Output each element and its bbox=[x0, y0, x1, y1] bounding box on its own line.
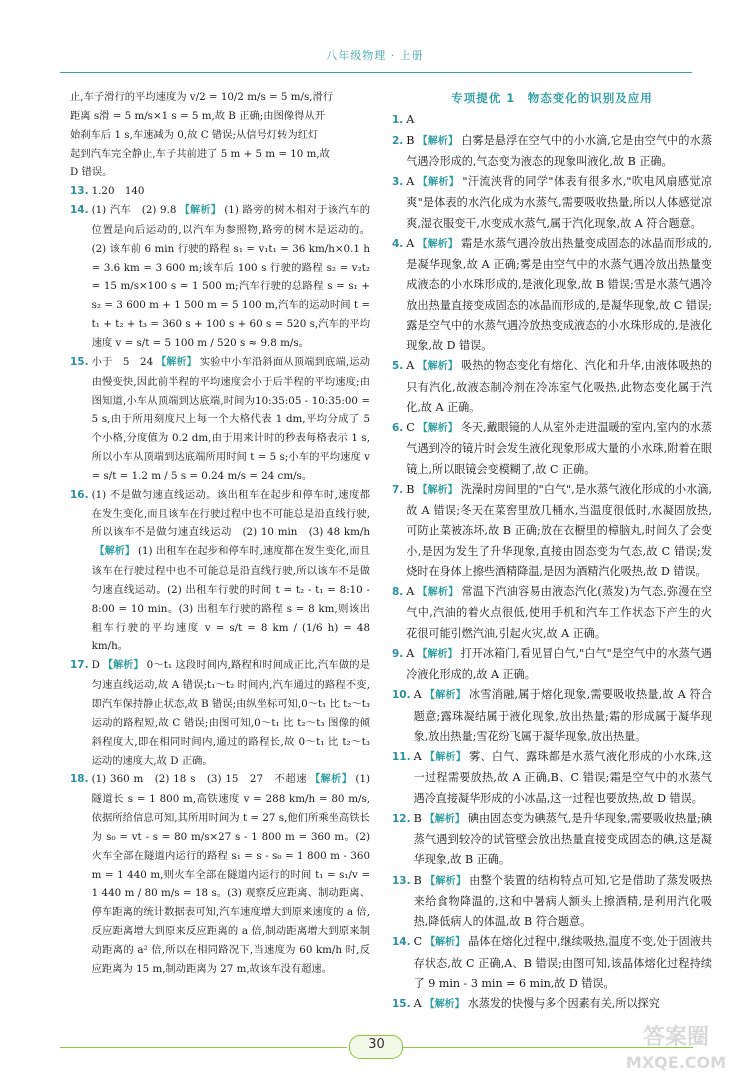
analysis-text: 碘由固态变为碘蒸气,是升华现象,需要吸收热量;碘蒸气遇到较冷的试管壁会放出热量直接变成固态的碘,这是凝华现象,故 B 正确。 bbox=[413, 811, 713, 867]
analysis-text: 洗澡时房间里的"白气",是水蒸气液化形成的小水滴,故 A 错误;冬天在菜窖里放几桶水,当温度很低时,水凝固放热,可防止菜被冻坏,故 B 正确;放在衣橱里的樟脑丸,时间久了会变小,是因为发生了升华现象,直接由固态变为气态,故 C 错误;发烧时在身体上擦些酒精降温,是因为酒精汽化吸热,故 D 错误。 bbox=[406, 482, 712, 578]
item-body bbox=[406, 356, 712, 418]
item-number: 3. bbox=[392, 176, 404, 188]
answer-item bbox=[70, 656, 370, 770]
item-answer: B bbox=[413, 811, 422, 825]
item-body bbox=[92, 486, 370, 657]
item-number: 12. bbox=[392, 812, 411, 825]
continued-line: 止,车子滑行的平均速度为 v/2 = 10/2 m/s = 5 m/s,滑行 bbox=[70, 91, 334, 103]
answer-item bbox=[392, 994, 712, 1015]
continued-text bbox=[70, 88, 370, 182]
analysis-tag: 【解析】 bbox=[102, 660, 144, 672]
analysis-tag: 【解析】 bbox=[417, 587, 459, 598]
item-number: 14. bbox=[70, 204, 89, 217]
answer-item bbox=[70, 201, 370, 353]
analysis-text: "汗流浃背的同学"体表有很多水,"吹电风扇感觉凉爽"是体表的水汽化成为水蒸气,需要吸收热量,所以人体感觉凉爽,湿衣服变干,水变成水蒸气,属于汽化现象,故 A 符合题意。 bbox=[406, 175, 712, 230]
answer-item bbox=[392, 747, 712, 809]
item-body bbox=[414, 932, 712, 994]
item-number: 9. bbox=[392, 647, 404, 660]
analysis-text: 霜是水蒸气遇冷放出热量变成固态的冰晶而形成的,是凝华现象,故 A 正确;雾是由空气中的水蒸气遇冷放出热量变成液态的小水珠形成的,是液化现象,故 B 错误;雪是水蒸气遇冷放出热量直接变成固态的冰晶而形成的,是凝华现象,故 C 错误;露是空气中的水蒸气遇冷放热变成液态的小水珠形成的,是液化现象,故 D 错误。 bbox=[406, 236, 713, 352]
analysis-tag: 【解析】 bbox=[417, 484, 458, 496]
item-answer: B bbox=[413, 873, 422, 887]
analysis-text: 冬天,戴眼镜的人从室外走进温暖的室内,室内的水蒸气遇到冷的镜片时会发生液化现象形成大量的小水珠,附着在眼镜上,所以眼镜会变模糊了,故 C 正确。 bbox=[406, 421, 712, 476]
answer-item bbox=[392, 582, 712, 644]
item-body bbox=[406, 172, 712, 234]
answer-item bbox=[392, 110, 712, 130]
analysis-text: 雾、白气、露珠都是水蒸气液化形成的小水珠,这一过程需要放热,故 A 正确,B、C 错误;霜是空气中的水蒸气遇冷直接凝华形成的小冰晶,这一过程也要放热,故 D 错误。 bbox=[413, 750, 712, 805]
item-body bbox=[414, 747, 712, 809]
answer-item bbox=[70, 770, 370, 978]
header-divider bbox=[60, 72, 692, 73]
answer-item bbox=[392, 932, 712, 994]
item-body bbox=[406, 480, 712, 582]
watermark-logo bbox=[620, 1018, 732, 1074]
footer-line-left bbox=[60, 1047, 347, 1048]
analysis-tag: 【解析】 bbox=[94, 546, 135, 558]
analysis-text: 0～t₁ 这段时间内,路程和时间成正比,汽车做的是匀速直线运动,故 A 错误;t₁～t₂ 时间内,汽车通过的路程不变,即汽车保持静止状态,故 B 错误;由纵坐标可知,0～t₁ 比 t₂～t₃ 运动的路程短,故 C 错误;由图可知,0～t₁ 比 t₂～t₃ 图像的倾斜程度大,即在相同时间内,通过的路程长,故 0～t₁ 比 t₂～t₃ 运动的速度大,故 D 正确。 bbox=[91, 659, 371, 767]
item-body bbox=[92, 182, 370, 201]
analysis-tag: 【解析】 bbox=[156, 356, 197, 368]
analysis-text: 晶体在熔化过程中,继续吸热,温度不变,处于固液共存状态,故 C 正确,A、B 错误;由图可知,该晶体熔化过程持续了 9 min - 3 min = 6 min,故 D 错误。 bbox=[413, 935, 712, 990]
item-body bbox=[414, 685, 712, 747]
item-body bbox=[92, 201, 370, 353]
analysis-text: 由整个装置的结构特点可知,它是借助了蒸发吸热来给食物降温的,这和中暑病人额头上擦酒精,是利用汽化吸热,降低病人的体温,故 B 符合题意。 bbox=[413, 873, 713, 928]
analysis-tag: 【解析】 bbox=[424, 690, 467, 702]
item-answer: D bbox=[91, 659, 100, 672]
item-answer: C bbox=[413, 935, 423, 949]
item-answer: A bbox=[406, 585, 415, 598]
item-answer: A bbox=[413, 997, 422, 1010]
item-answer: A bbox=[406, 175, 415, 188]
header-title: 八年级物理 · 上册 bbox=[326, 49, 424, 62]
item-number: 18. bbox=[70, 773, 89, 786]
item-number: 7. bbox=[392, 483, 404, 496]
analysis-tag: 【解析】 bbox=[417, 423, 458, 434]
answer-item bbox=[392, 871, 712, 933]
item-answer: A bbox=[406, 359, 415, 373]
item-answer: A bbox=[406, 646, 415, 660]
answer-list-right bbox=[392, 110, 712, 1015]
answer-item bbox=[392, 234, 712, 357]
item-body bbox=[406, 582, 712, 644]
right-column bbox=[392, 88, 712, 1015]
analysis-tag: 【解析】 bbox=[417, 648, 458, 660]
item-number: 6. bbox=[392, 422, 404, 434]
analysis-text: 白雾是悬浮在空气中的小水滴,它是由空气中的水蒸气遇冷形成的,气态变为液态的现象叫液化,故 B 正确。 bbox=[406, 133, 712, 168]
analysis-text: (1) 出租车在起步和停车时,速度都在发生变化,而且该车在行驶过程中也不可能总是沿直线行驶,所以该车不是做匀速直线运动。(2) 出租车行驶的时间 t = t₂ - t₁ = 8:10 - 8:00 = 10 min。(3) 出租车行驶的路程 s = 8 km,则该出租车行驶的平均速度 v = s/t = 8 km / (1/6 h) = 48 km/h。 bbox=[91, 545, 371, 653]
item-number: 15. bbox=[70, 355, 89, 368]
answer-item bbox=[70, 182, 370, 201]
analysis-text: (1) 隧道长 s = 1 800 m,高铁速度 v = 288 km/h = 80 m/s,依据所给信息可知,其所用时间为 t = 27 s,他们所乘坐高铁长为 s₀ = vt - s = 80 m/s×27 s - 1 800 m = 360 m。(2) 火车全部在隧道内运行的路程 s₁ = s - s₀ = 1 800 m - 360 m = 1 440 m,则火车全部在隧道内运行的时间 t₁ = s₁/v = 1 440 m / 80 m/s = 18 s。(3) 观察反应距离、制动距离、停车距离的统计数据表可知,汽车速度增大到原来速度的 a 倍,反应距离增大到原来反应距离的 a 倍,制动距离增大到原来制动距离的 a² 倍,所以在相同路况下,当速度为 60 km/h 时,反应距离为 15 m,制动距离为 27 m,故该车没有超速。 bbox=[91, 773, 371, 975]
analysis-tag: 【解析】 bbox=[417, 177, 460, 188]
analysis-tag: 【解析】 bbox=[179, 205, 222, 217]
analysis-tag: 【解析】 bbox=[425, 937, 466, 949]
analysis-tag: 【解析】 bbox=[417, 238, 459, 250]
analysis-text: 实验中小车沿斜面从顶端到底端,运动由慢变快,因此前半程的平均速度会小于后半程的平均速度;由图知道,小车从顶端到达底端,时间为10:35:05 - 10:35:00 = 5 s,由于所用刻度尺上每一个大格代表 1 dm,平均分成了 5 个小格,分度值为 0.2 dm,由于用来计时的秒表每格表示 1 s,所以小车从顶端到达底端所用时间 t = 5 s;小车的平均速度 v = s/t = 1.2 m / 5 s = 0.24 m/s = 24 cm/s。 bbox=[91, 355, 371, 482]
answer-item bbox=[392, 131, 712, 173]
item-answer: B bbox=[406, 133, 415, 147]
answer-list-left bbox=[70, 182, 370, 978]
section-title: 专项提优 1 物态变化的识别及应用 bbox=[451, 91, 653, 105]
answer-item bbox=[392, 418, 712, 480]
item-body bbox=[406, 418, 712, 480]
item-number: 16. bbox=[70, 488, 89, 501]
item-body bbox=[406, 131, 712, 173]
answer-item bbox=[392, 480, 712, 582]
item-answer: 小于 5 24 bbox=[91, 355, 154, 368]
analysis-tag: 【解析】 bbox=[424, 875, 467, 887]
item-number: 4. bbox=[392, 237, 404, 250]
item-answer: A bbox=[413, 750, 422, 763]
item-body bbox=[92, 770, 370, 978]
continued-line: D 错误。 bbox=[70, 166, 113, 179]
item-answer: 1.20 140 bbox=[91, 185, 145, 198]
answer-item bbox=[392, 809, 712, 871]
analysis-tag: 【解析】 bbox=[424, 752, 467, 763]
item-number: 11. bbox=[392, 751, 411, 763]
analysis-text: 冰雪消融,属于熔化现象,需要吸收热量,故 A 符合题意;露珠凝结属于液化现象,放出热量;霜的形成属于凝华现象,放出热量;雪花纷飞属于凝华现象,放出热量。 bbox=[413, 688, 712, 743]
analysis-tag: 【解析】 bbox=[417, 135, 459, 147]
watermark-line1: 答案圈 bbox=[642, 1025, 710, 1050]
continued-line: 距离 s滑 = 5 m/s×1 s = 5 m,故 B 正确;由图像得从开 bbox=[70, 109, 325, 122]
item-body bbox=[414, 809, 712, 871]
continued-line: 起到汽车完全静止,车子共前进了 5 m + 5 m = 10 m,故 bbox=[70, 147, 330, 160]
analysis-tag: 【解析】 bbox=[424, 813, 465, 825]
item-body bbox=[414, 871, 712, 933]
item-number: 17. bbox=[70, 659, 89, 672]
answer-item bbox=[392, 172, 712, 234]
item-body bbox=[406, 234, 712, 357]
item-body bbox=[406, 644, 712, 686]
answer-item bbox=[392, 644, 712, 686]
answer-item bbox=[70, 486, 370, 657]
item-body bbox=[92, 353, 370, 486]
item-number: 10. bbox=[392, 689, 411, 702]
continued-line: 始刹车后 1 s,车速减为 0,故 C 错误;从信号灯转为红灯 bbox=[70, 128, 319, 141]
page-header bbox=[0, 0, 750, 60]
item-number: 2. bbox=[392, 134, 404, 147]
item-body bbox=[414, 994, 712, 1015]
item-number: 14. bbox=[392, 936, 411, 949]
analysis-text: 水蒸发的快慢与多个因素有关,所以探究 bbox=[467, 997, 660, 1010]
item-body bbox=[92, 656, 370, 770]
answer-item bbox=[392, 356, 712, 418]
watermark-line2: MXQE.COM bbox=[625, 1053, 727, 1072]
analysis-tag: 【解析】 bbox=[310, 774, 353, 786]
analysis-tag: 【解析】 bbox=[417, 361, 459, 373]
item-answer: A bbox=[406, 236, 415, 250]
item-number: 5. bbox=[392, 360, 404, 373]
item-number: 15. bbox=[392, 998, 411, 1010]
item-answer: (1) 汽车 (2) 9.8 bbox=[91, 204, 177, 217]
analysis-text: 吸热的物态变化有熔化、汽化和升华,由液体吸热的只有汽化,故液态制冷剂在冷冻室气化吸热,此物态变化属于汽化,故 A 正确。 bbox=[406, 359, 713, 414]
page-number: 30 bbox=[368, 1037, 385, 1052]
item-number: 13. bbox=[392, 874, 411, 887]
item-answer: (1) 360 m (2) 18 s (3) 15 27 不超速 bbox=[91, 773, 308, 786]
item-answer: C bbox=[406, 421, 415, 434]
analysis-tag: 【解析】 bbox=[424, 999, 465, 1010]
item-answer: A bbox=[406, 113, 415, 127]
analysis-text: (1) 路旁的树木相对于该汽车的位置是向后运动的,以汽车为参照物,路旁的树木是运动的。(2) 该车前 6 min 行驶的路程 s₁ = v₁t₁ = 36 km/h×0.1 h = 3.6 km = 3 600 m;该车后 100 s 行驶的路程 s₂ = v₂t₂ = 15 m/s×100 s = 1 500 m;汽车行驶的总路程 s = s₁ + s₂ = 3 600 m + 1 500 m = 5 100 m,汽车的运动时间 t = t₁ + t₂ + t₃ = 360 s + 100 s + 60 s = 520 s,汽车的平均速度 v = s/t = 5 100 m / 520 s ≈ 9.8 m/s。 bbox=[91, 204, 371, 349]
item-body bbox=[406, 110, 712, 130]
item-number: 13. bbox=[70, 185, 89, 198]
item-answer: B bbox=[406, 482, 415, 496]
analysis-text: 打开冰箱门,看见冒白气,"白气"是空气中的水蒸气遇冷液化形成的,故 A 正确。 bbox=[406, 646, 713, 681]
item-number: 1. bbox=[392, 114, 404, 127]
answer-item bbox=[70, 353, 370, 486]
item-number: 8. bbox=[392, 586, 404, 598]
left-column bbox=[70, 88, 370, 979]
answer-item bbox=[392, 685, 712, 747]
item-answer: A bbox=[413, 688, 422, 702]
analysis-text: 常温下汽油容易由液态汽化(蒸发)为气态,弥漫在空气中,汽油的着火点很低,使用手机和汽车工作状态下产生的火花很可能引燃汽油,引起火灾,故 A 正确。 bbox=[406, 585, 713, 640]
item-answer: (1) 不是做匀速直线运动。该出租车在起步和停车时,速度都在发生变化,而且该车在行驶过程中也不可能总是沿直线行驶,所以该车不是做匀速直线运动 (2) 10 min (3) 48 km/h bbox=[91, 488, 370, 539]
